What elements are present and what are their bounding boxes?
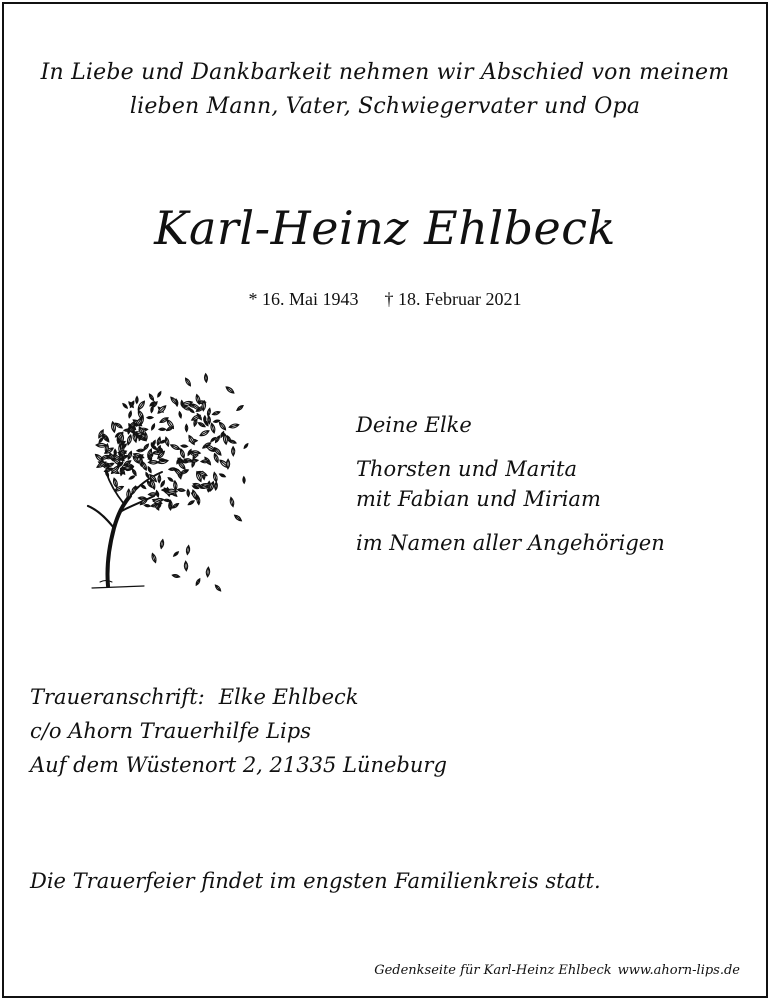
address-line-1 — [30, 680, 447, 714]
birth-date: * 16. Mai 1943 — [248, 289, 359, 309]
address-name: Elke Ehlbeck — [218, 685, 359, 709]
tree-icon — [58, 368, 258, 593]
deceased-name: Karl-Heinz Ehlbeck — [154, 201, 616, 255]
life-dates — [0, 286, 770, 312]
signer-line-1: Deine Elke — [356, 413, 472, 437]
website-link[interactable]: www.ahorn-lips.de — [617, 963, 740, 978]
footer — [374, 962, 740, 980]
signer-line-3: mit Fabian und Miriam — [356, 487, 601, 511]
intro-line-2: lieben Mann, Vater, Schwiegervater und Opa — [129, 94, 641, 119]
intro-text — [0, 56, 770, 124]
address-line-2: c/o Ahorn Trauerhilfe Lips — [30, 719, 311, 743]
death-date: † 18. Februar 2021 — [384, 289, 522, 309]
address-line-3: Auf dem Wüstenort 2, 21335 Lüneburg — [30, 753, 447, 777]
funeral-note: Die Trauerfeier findet im engsten Familienkreis statt. — [30, 869, 601, 893]
memorial-page-text: Gedenkseite für Karl-Heinz Ehlbeck — [374, 963, 612, 978]
signers — [356, 410, 665, 572]
mourning-address — [30, 680, 447, 782]
intro-line-1: In Liebe und Dankbarkeit nehmen wir Abschied von meinem — [40, 60, 730, 85]
signer-line-2: Thorsten und Marita — [356, 457, 577, 481]
signer-line-4: im Namen aller Angehörigen — [356, 531, 665, 555]
address-label: Traueranschrift: — [30, 685, 205, 709]
